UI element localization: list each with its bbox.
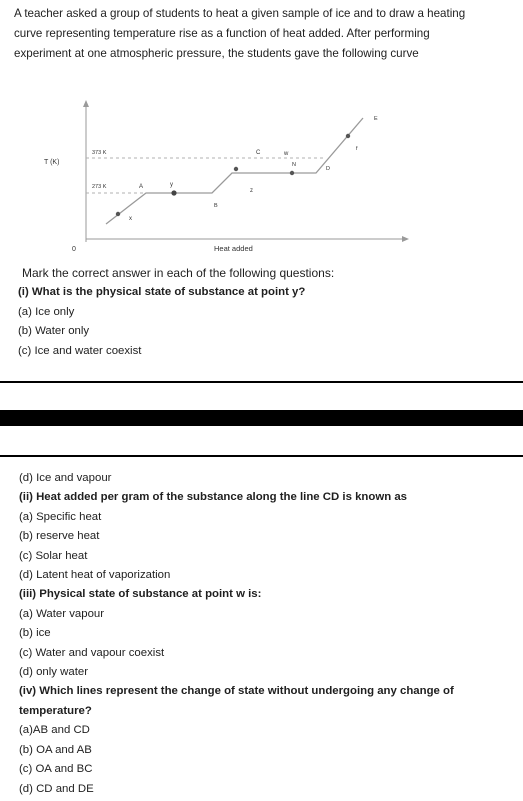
temp-273-label: 273 K xyxy=(92,184,107,190)
question-block-top xyxy=(18,264,334,361)
q2-option-b: (b) reserve heat xyxy=(19,530,100,543)
point-C-label: C xyxy=(256,150,261,156)
point-D-label: D xyxy=(326,166,330,172)
origin-label: 0 xyxy=(72,246,76,253)
q2-option-c: (c) Solar heat xyxy=(19,549,88,562)
q1-option-c: (c) Ice and water coexist xyxy=(18,344,142,357)
q3-option-b: (b) ice xyxy=(19,627,51,640)
intro-line-1: A teacher asked a group of students to heat a given sample of ice and to draw a heating xyxy=(14,7,466,20)
question-1: (i) What is the physical state of substance at point y? xyxy=(18,286,306,299)
point-B-label: B xyxy=(214,203,218,209)
question-4-line-1: (iv) Which lines represent the change of state without undergoing any change of xyxy=(19,685,454,698)
y-axis-label: T (K) xyxy=(44,159,60,166)
x-axis-arrow xyxy=(402,236,409,242)
q1-option-d: (d) Ice and vapour xyxy=(19,472,112,484)
q2-option-d: (d) Latent heat of vaporization xyxy=(19,569,171,582)
question-4-line-2: temperature? xyxy=(19,704,92,717)
question-2: (ii) Heat added per gram of the substance along the line CD is known as xyxy=(19,491,407,504)
point-x-label: x xyxy=(129,216,132,222)
point-w-label: w xyxy=(284,151,289,157)
q4-option-a: (a)AB and CD xyxy=(19,724,90,737)
intro-line-2: curve representing temperature rise as a function of heat added. After performing xyxy=(14,27,430,40)
question-block-bottom xyxy=(19,469,454,799)
q4-option-c: (c) OA and BC xyxy=(19,763,93,776)
question-3: (iii) Physical state of substance at point w is: xyxy=(19,588,262,601)
point-y-label: y xyxy=(170,182,173,188)
q3-option-a: (a) Water vapour xyxy=(19,607,105,620)
q4-option-b: (b) OA and AB xyxy=(19,743,92,756)
q3-option-c: (c) Water and vapour coexist xyxy=(19,646,165,659)
heating-curve xyxy=(106,118,363,224)
q2-option-a: (a) Specific heat xyxy=(19,510,102,523)
marker-f xyxy=(346,134,350,138)
marker-w xyxy=(290,171,294,175)
intro-line-3: experiment at one atmospheric pressure, the students gave the following curve xyxy=(14,47,419,60)
q3-option-d: (d) only water xyxy=(19,666,89,679)
marker-y xyxy=(171,190,176,195)
q1-option-a: (a) Ice only xyxy=(18,305,75,318)
intro-paragraph xyxy=(14,4,514,64)
divider-bottom xyxy=(0,455,523,457)
marker-z xyxy=(234,167,238,171)
temp-373-label: 373 K xyxy=(92,150,107,156)
q1-option-b: (b) Water only xyxy=(18,325,90,338)
point-E-label: E xyxy=(374,116,378,122)
x-axis-label: Heat added xyxy=(214,244,253,253)
heating-curve-graph xyxy=(36,96,416,256)
divider-thick xyxy=(0,410,523,426)
point-z-label: z xyxy=(250,188,253,194)
divider-thin xyxy=(0,381,523,383)
point-f-label: f xyxy=(356,146,358,152)
q4-option-d: (d) CD and DE xyxy=(19,782,94,795)
point-N-label: N xyxy=(292,162,296,168)
y-axis-arrow xyxy=(83,100,89,107)
questions-instruction: Mark the correct answer in each of the following questions: xyxy=(22,266,335,280)
point-A-label: A xyxy=(139,184,144,190)
marker-x xyxy=(116,212,120,216)
